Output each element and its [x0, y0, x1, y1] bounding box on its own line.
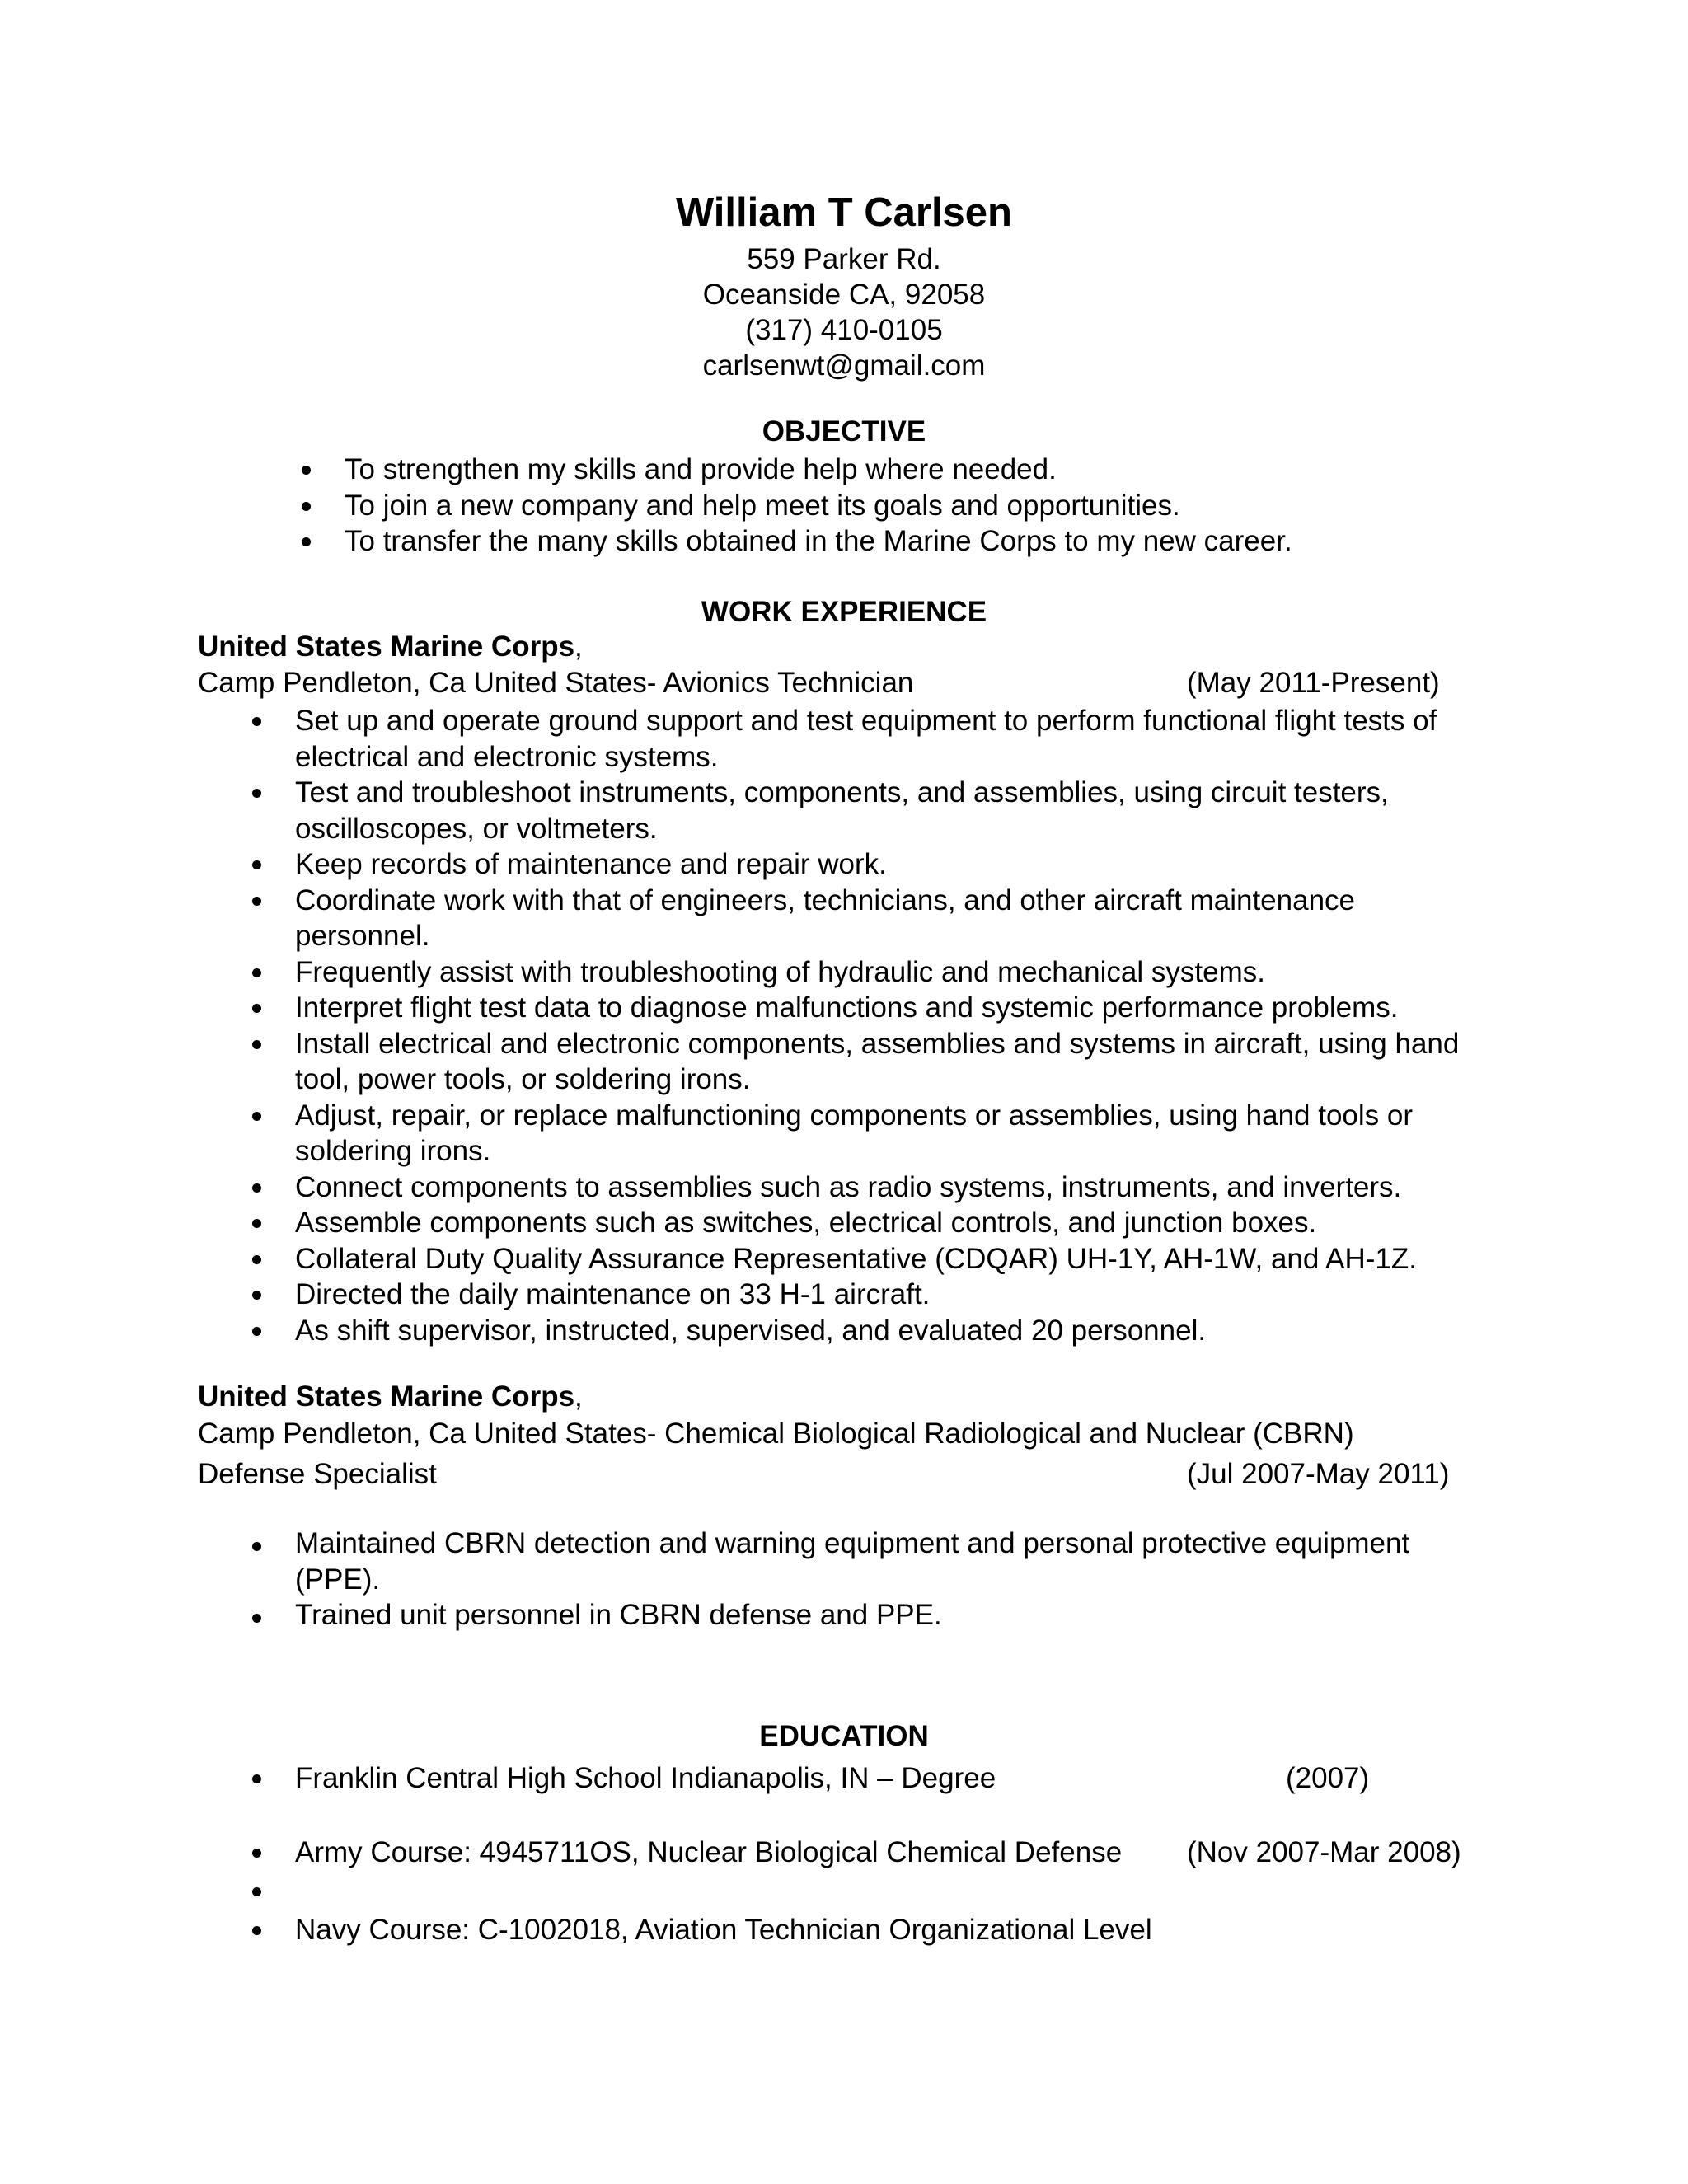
education-item-2: Army Course: 4945711OS, Nuclear Biological Chemical Defense [295, 1836, 1123, 1868]
list-item: Keep records of maintenance and repair work. [295, 846, 1482, 883]
job-2-employer: United States Marine Corps, [198, 1380, 583, 1413]
job-2-position: Camp Pendleton, Ca United States- Chemical Biological Radiological and Nuclear (CBRN) [198, 1418, 1354, 1450]
bullet-icon [252, 1291, 261, 1300]
bullet-icon [252, 1542, 261, 1551]
work-experience-heading: WORK EXPERIENCE [701, 596, 987, 628]
phone-number: (317) 410-0105 [745, 314, 943, 346]
list-item: Coordinate work with that of engineers, technicians, and other aircraft maintenance personnel. [295, 883, 1482, 954]
bullet-icon [252, 1112, 261, 1121]
job-2-position-line-2: Defense Specialist [198, 1458, 437, 1490]
list-item: Set up and operate ground support and test equipment to perform functional flight tests of electrical and electronic systems. [295, 703, 1482, 775]
objective-heading: OBJECTIVE [762, 415, 926, 448]
bullet-icon [252, 1774, 261, 1783]
bullet-icon [252, 1004, 261, 1013]
education-item-1-dates: (2007) [1286, 1762, 1370, 1794]
list-item: Install electrical and electronic components, assemblies and systems in aircraft, using hand tool, power tools, or soldering irons. [295, 1026, 1482, 1098]
list-item: Directed the daily maintenance on 33 H-1 aircraft. [295, 1277, 1482, 1313]
list-item: To join a new company and help meet its goals and opportunities. [345, 488, 1498, 524]
address-line-2: Oceanside CA, 92058 [702, 279, 986, 311]
job-1-position: Camp Pendleton, Ca United States- Avionics Technician [198, 667, 914, 699]
list-item: As shift supervisor, instructed, supervised, and evaluated 20 personnel. [295, 1313, 1482, 1349]
list-item: Maintained CBRN detection and warning equipment and personal protective equipment (PPE). [295, 1526, 1482, 1597]
bullet-icon [252, 1040, 261, 1049]
list-item: Connect components to assemblies such as radio systems, instruments, and inverters. [295, 1169, 1482, 1206]
list-item: Frequently assist with troubleshooting of hydraulic and mechanical systems. [295, 954, 1482, 991]
list-item: Collateral Duty Quality Assurance Representative (CDQAR) UH-1Y, AH-1W, and AH-1Z. [295, 1241, 1482, 1277]
candidate-name: William T Carlsen [675, 190, 1012, 235]
list-item: Test and troubleshoot instruments, components, and assemblies, using circuit testers, oscilloscopes, or voltmeters. [295, 775, 1482, 846]
bullet-icon [252, 968, 261, 977]
bullet-icon [252, 897, 261, 906]
bullet-icon [252, 1926, 261, 1935]
bullet-icon [252, 717, 261, 726]
list-item: To strengthen my skills and provide help where needed. [345, 452, 1498, 488]
education-item-1: Franklin Central High School Indianapolis, IN – Degree [295, 1762, 996, 1794]
list-item: Adjust, repair, or replace malfunctioning components or assemblies, using hand tools or soldering irons. [295, 1098, 1482, 1169]
bullet-icon [252, 1183, 261, 1193]
list-item: Assemble components such as switches, electrical controls, and junction boxes. [295, 1205, 1482, 1241]
education-item-2-dates: (Nov 2007-Mar 2008) [1187, 1836, 1461, 1868]
job-1-duties [295, 703, 1482, 1348]
education-item-4: Navy Course: C-1002018, Aviation Technician Organizational Level [295, 1914, 1152, 1946]
bullet-icon [252, 1849, 261, 1858]
bullet-icon [302, 502, 311, 511]
email-address: carlsenwt@gmail.com [702, 349, 986, 382]
list-item: Trained unit personnel in CBRN defense and PPE. [295, 1597, 1482, 1633]
job-1-employer: United States Marine Corps, [198, 630, 583, 663]
bullet-icon [252, 1219, 261, 1228]
education-heading: EDUCATION [759, 1720, 929, 1752]
address-line-1: 559 Parker Rd. [747, 243, 941, 275]
bullet-icon [302, 466, 311, 475]
bullet-icon [252, 1255, 261, 1264]
bullet-icon [252, 789, 261, 798]
list-item: Interpret flight test data to diagnose malfunctions and systemic performance problems. [295, 990, 1482, 1026]
bullet-icon [252, 860, 261, 869]
job-1-dates: (May 2011-Present) [1187, 667, 1440, 699]
objective-list [345, 452, 1498, 560]
list-item: To transfer the many skills obtained in the Marine Corps to my new career. [345, 523, 1498, 560]
bullet-icon [252, 1614, 261, 1623]
job-2-duties [295, 1526, 1482, 1633]
bullet-icon [302, 537, 311, 546]
bullet-icon [252, 1887, 261, 1896]
job-2-dates: (Jul 2007-May 2011) [1187, 1458, 1450, 1490]
bullet-icon [252, 1327, 261, 1336]
